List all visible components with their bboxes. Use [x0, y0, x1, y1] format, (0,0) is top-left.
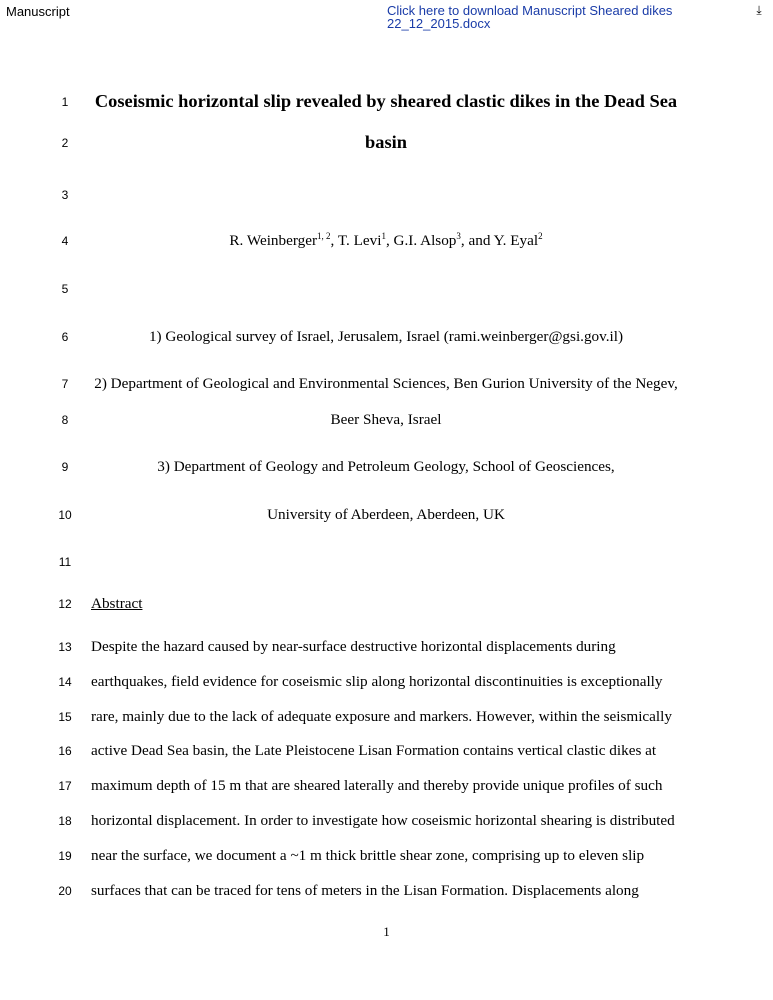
abstract-heading: Abstract: [91, 595, 143, 612]
author-affiliation-ref: 3: [456, 231, 461, 241]
download-manuscript-link[interactable]: Click here to download Manuscript Sheared dikes 22_12_2015.docx: [387, 3, 673, 31]
line-number: 11: [58, 555, 72, 569]
line-number: 10: [58, 508, 72, 522]
author-affiliation-ref: 1: [381, 231, 386, 241]
abstract-line: horizontal displacement. In order to investigate how coseismic horizontal shearing is distributed: [91, 812, 675, 829]
line-number: 2: [61, 136, 69, 150]
paper-title-line-1: Coseismic horizontal slip revealed by sheared clastic dikes in the Dead Sea: [94, 91, 678, 111]
line-number: 8: [61, 413, 69, 427]
author-separator: ,: [385, 232, 394, 249]
download-icon[interactable]: ⤓: [756, 3, 762, 17]
abstract-line: rare, mainly due to the lack of adequate exposure and markers. However, within the seismically: [91, 708, 672, 725]
line-number: 13: [58, 640, 72, 654]
line-number: 6: [61, 330, 69, 344]
line-number: 20: [58, 884, 72, 898]
line-number: 15: [58, 710, 72, 724]
author-affiliation-ref: 2: [538, 231, 543, 241]
abstract-line: near the surface, we document a ~1 m thick brittle shear zone, comprising up to eleven slip: [91, 847, 645, 864]
line-number: 7: [61, 377, 69, 391]
line-number: 5: [61, 282, 69, 296]
line-number: 18: [58, 814, 72, 828]
manuscript-label: Manuscript: [6, 4, 70, 19]
affiliation-1: 1) Geological survey of Israel, Jerusalem, Israel (rami.weinberger@gsi.gov.il): [148, 328, 624, 345]
affiliation-2-line-1: 2) Department of Geological and Environmental Sciences, Ben Gurion University of the Negev,: [94, 375, 678, 392]
abstract-line: maximum depth of 15 m that are sheared laterally and thereby provide unique profiles of such: [91, 777, 663, 794]
line-number: 19: [58, 849, 72, 863]
author-name: G.I. Alsop: [393, 232, 457, 249]
author-name: R. Weinberger: [229, 232, 318, 249]
abstract-line: Despite the hazard caused by near-surface destructive horizontal displacements during: [91, 638, 616, 655]
affiliation-3-line-2: University of Aberdeen, Aberdeen, UK: [267, 506, 505, 523]
line-number: 1: [61, 95, 69, 109]
line-number: 14: [58, 675, 72, 689]
line-number: 12: [58, 597, 72, 611]
author-name: Y. Eyal: [493, 232, 539, 249]
author-name: T. Levi: [337, 232, 382, 249]
author-affiliation-ref: 1, 2: [317, 231, 331, 241]
line-number: 16: [58, 744, 72, 758]
author-separator: , and: [460, 232, 494, 249]
line-number: 4: [61, 234, 69, 248]
author-list: [80, 232, 692, 250]
abstract-line: active Dead Sea basin, the Late Pleistocene Lisan Formation contains vertical clastic dikes at: [91, 742, 657, 759]
abstract-line: earthquakes, field evidence for coseismic slip along horizontal discontinuities is exceptionally: [91, 673, 663, 690]
affiliation-2-line-2: Beer Sheva, Israel: [330, 411, 442, 428]
abstract-line: surfaces that can be traced for tens of meters in the Lisan Formation. Displacements along: [91, 882, 639, 899]
line-number: 3: [61, 188, 69, 202]
paper-title-line-2: basin: [365, 132, 407, 152]
line-number: 9: [61, 460, 69, 474]
author-separator: ,: [330, 232, 338, 249]
page-number: 1: [383, 924, 390, 939]
affiliation-3-line-1: 3) Department of Geology and Petroleum Geology, School of Geosciences,: [157, 458, 615, 475]
line-number: 17: [58, 779, 72, 793]
